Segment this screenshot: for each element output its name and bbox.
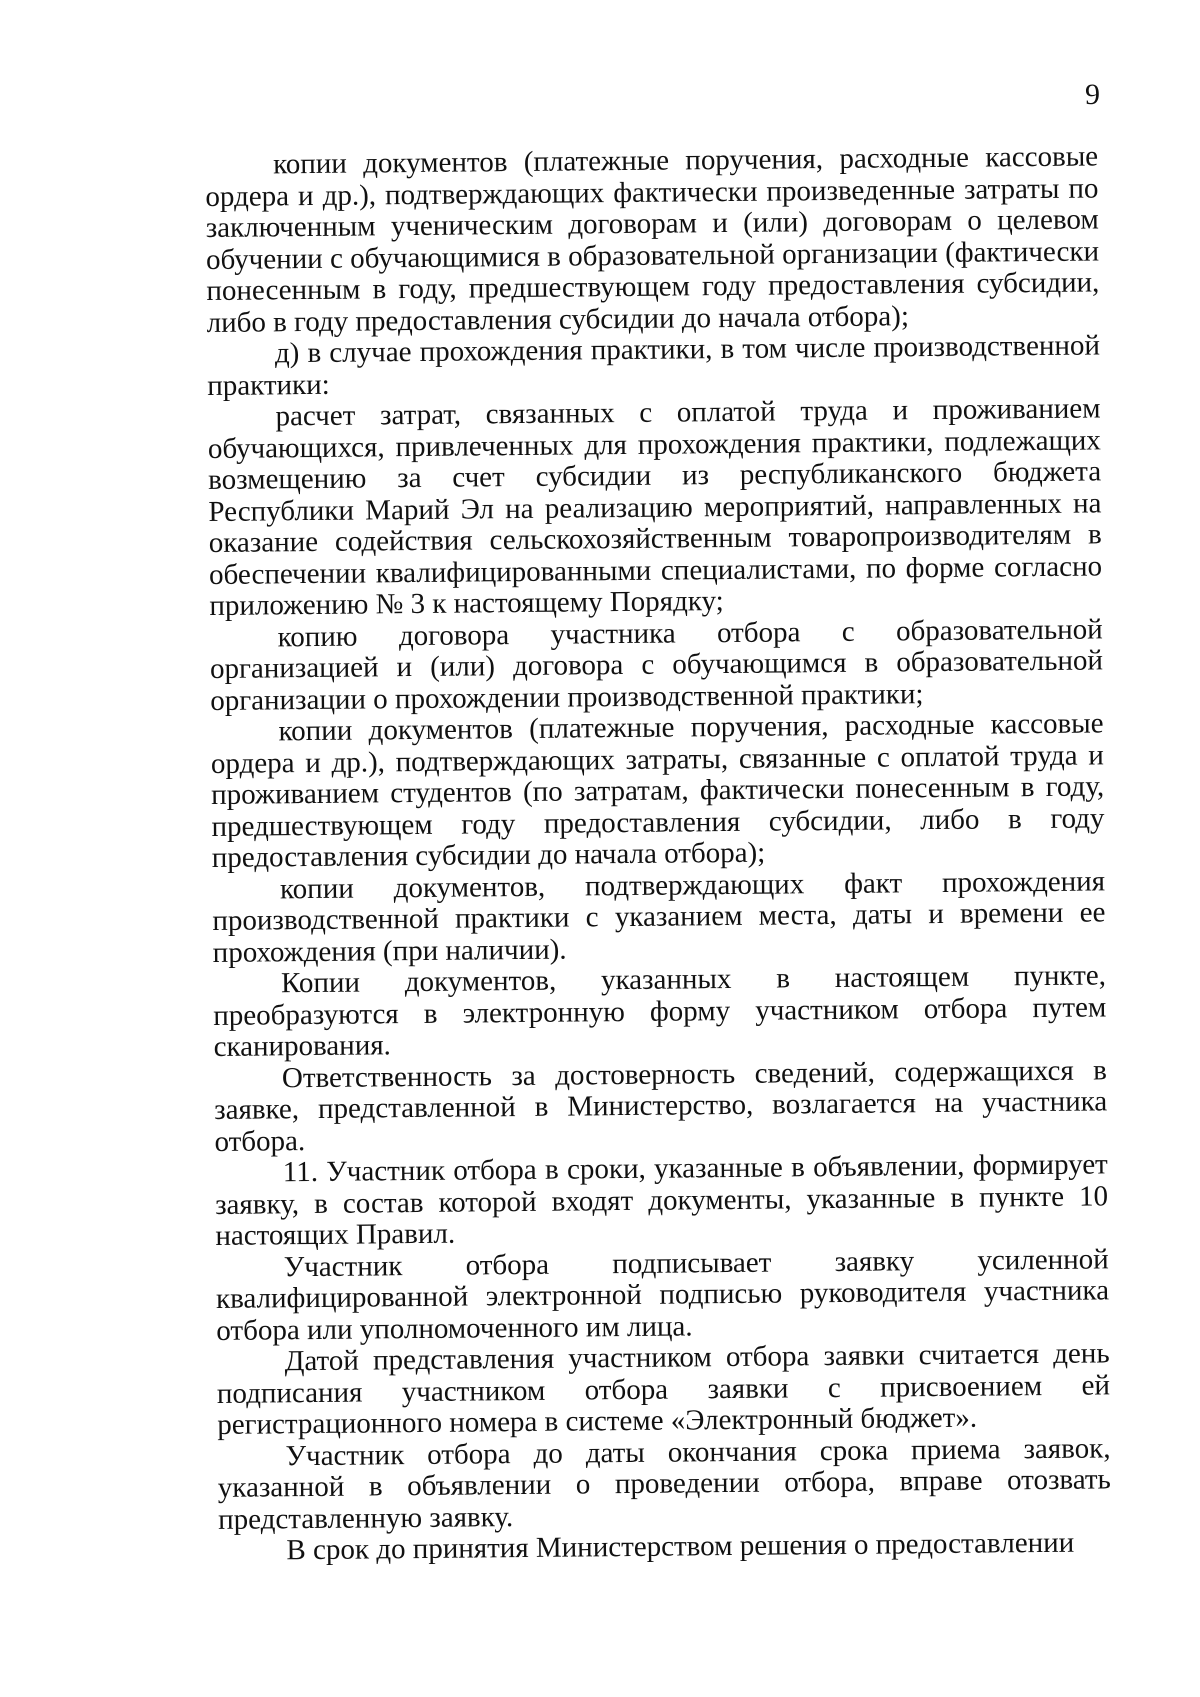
paragraph-responsibility: Ответственность за достоверность сведений, содержащихся в заявке, представленной в Министерство, возлагается на участника отбора.: [214, 1053, 1108, 1158]
document-body: [205, 141, 1112, 1567]
paragraph-practice-proof: копии документов, подтверждающих факт прохождения производственной практики с указанием места, даты и времени ее прохождения (при наличии).: [212, 864, 1106, 969]
paragraph-item-d-practice: д) в случае прохождения практики, в том числе производственной практики:: [207, 329, 1101, 402]
paragraph-scanning: Копии документов, указанных в настоящем пункте, преобразуются в электронную форму участником отбора путем сканирования.: [213, 959, 1107, 1063]
paragraph-contract-copy: копию договора участника отбора с образовательной организацией и (или) договора с обучающимся в образовательной организации о прохождении производственной практики;: [209, 612, 1104, 717]
paragraph-decision-deadline: В срок до принятия Министерством решения о предоставлении: [286, 1526, 1075, 1567]
page-number: 9: [1085, 78, 1100, 111]
paragraph-copies-labor-costs: копии документов (платежные поручения, расходные кассовые ордера и др.), подтверждающих затраты, связанные с оплатой труда и проживанием студентов (по затратам, фактически понесенным в году, предшествующем году предоставления субсидии, либо в году предоставления субсидии до начала отбора);: [210, 707, 1105, 874]
paragraph-signature: Участник отбора подписывает заявку усиленной квалифицированной электронной подписью руководителя участника отбора или уполномоченного им лица.: [215, 1242, 1110, 1347]
paragraph-submission-date: Датой представления участником отбора заявки считается день подписания участником отбора заявки с присвоением ей регистрационного номера в системе «Электронный бюджет».: [216, 1337, 1111, 1441]
paragraph-item-11: 11. Участник отбора в сроки, указанные в объявлении, формирует заявку, в состав которой входят документы, указанные в пункте 10 настоящих Правил.: [214, 1148, 1109, 1252]
paragraph-cost-calculation: расчет затрат, связанных с оплатой труда и проживанием обучающихся, привлеченных для прохождения практики, подлежащих возмещению за счет субсидии из республиканского бюджета Республики Марий Эл на реализацию мероприятий, направленных на оказание содействия сельскохозяйственным товаропроизводителям в обеспечении квалифицированными специалистами, по форме согласно приложению № 3 к настоящему Порядку;: [207, 392, 1103, 622]
paragraph-withdrawal: Участник отбора до даты окончания срока приема заявок, указанной в объявлении о проведении отбора, вправе отозвать представленную заявку.: [217, 1431, 1111, 1536]
paragraph-copies-payment-docs: копии документов (платежные поручения, расходные кассовые ордера и др.), подтверждающих фактически произведенные затраты по заключенным ученическим договорам и (или) договорам о целевом обучении с обучающимися в образовательной организации (фактически понесенным в году, предшествующем году предоставления субсидии, либо в году предоставления субсидии до начала отбора);: [205, 140, 1100, 339]
